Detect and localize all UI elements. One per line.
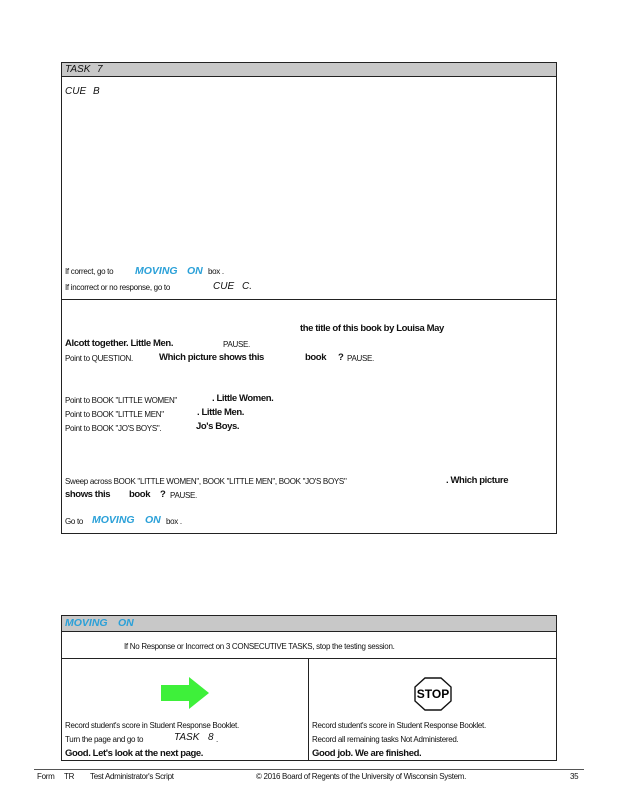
goto-text: Go to — [65, 517, 84, 526]
little-women-text: . Little Women. — [212, 393, 274, 404]
moving-link[interactable]: MOVING — [135, 265, 178, 277]
on-link[interactable]: ON — [187, 265, 203, 277]
stop-sign-icon — [414, 677, 452, 711]
record-remaining-text: Record all remaining tasks Not Administered. — [312, 735, 459, 744]
pause-text: PAUSE. — [223, 340, 250, 349]
cue-c-letter[interactable]: C. — [242, 281, 252, 292]
question-mark: ? — [160, 489, 166, 500]
moving-on-header — [62, 616, 556, 632]
task-header — [62, 63, 556, 77]
divider — [62, 299, 556, 300]
question-book: book — [305, 352, 327, 363]
if-incorrect-text: If incorrect or no response, go to — [65, 283, 170, 292]
pause-text: PAUSE. — [347, 354, 374, 363]
question-text: Which picture shows this — [159, 352, 264, 363]
task-8-number[interactable]: 8 — [208, 732, 214, 743]
footer-form-code: TR — [64, 772, 75, 781]
footer-rule — [34, 769, 584, 770]
shows-this-text: shows this — [65, 489, 111, 500]
footer-doc-title: Test Administrator's Script — [90, 772, 174, 781]
turn-page-text: Turn the page and go to — [65, 735, 144, 744]
cue-label: CUE — [65, 86, 87, 97]
jos-boys-text: Jo's Boys. — [196, 421, 240, 432]
task-header-number: 7 — [97, 64, 103, 75]
book-text: book — [129, 489, 151, 500]
moving-link[interactable]: MOVING — [92, 514, 135, 526]
cue-letter: B — [93, 86, 100, 97]
footer-form: Form — [37, 772, 55, 781]
script-line-2: Alcott together. Little Men. — [65, 338, 174, 349]
if-correct-text: If correct, go to — [65, 267, 114, 276]
task-header-word: TASK — [65, 64, 91, 75]
which-picture-text: . Which picture — [446, 475, 509, 486]
column-divider — [308, 659, 309, 760]
finished-text: Good job. We are finished. — [312, 748, 422, 759]
page-number: 35 — [570, 772, 579, 781]
little-men-text: . Little Men. — [197, 407, 245, 418]
point-jos-boys: Point to BOOK "JO'S BOYS". — [65, 424, 162, 433]
moving-on-title-a: MOVING — [65, 617, 108, 629]
period: . — [216, 735, 218, 744]
footer-copyright: © 2016 Board of Regents of the University of Wisconsin System. — [256, 772, 467, 781]
box-suffix: box . — [208, 267, 224, 276]
point-little-women: Point to BOOK "LITTLE WOMEN" — [65, 396, 177, 405]
task-block — [61, 62, 557, 534]
point-little-men: Point to BOOK "LITTLE MEN" — [65, 410, 164, 419]
stop-label: STOP — [416, 687, 450, 701]
question-mark: ? — [338, 352, 344, 363]
sweep-instruction: Sweep across BOOK "LITTLE WOMEN", BOOK "LITTLE MEN", BOOK "JO'S BOYS" — [65, 477, 347, 486]
task-8-label[interactable]: TASK — [174, 732, 200, 743]
moving-on-title-b: ON — [118, 617, 134, 629]
divider — [62, 658, 556, 659]
script-line-1: the title of this book by Louisa May — [300, 323, 444, 334]
stop-rule-text: If No Response or Incorrect on 3 CONSECUTIVE TASKS, stop the testing session. — [124, 642, 395, 651]
box-suffix: box . — [166, 517, 182, 526]
point-question: Point to QUESTION. — [65, 354, 133, 363]
record-score-text: Record student's score in Student Response Booklet. — [312, 721, 486, 730]
next-page-text: Good. Let's look at the next page. — [65, 748, 204, 759]
right-arrow-icon — [161, 677, 211, 709]
pause-text: PAUSE. — [170, 491, 197, 500]
cue-c-label[interactable]: CUE — [213, 281, 235, 292]
on-link[interactable]: ON — [145, 514, 161, 526]
record-score-text: Record student's score in Student Response Booklet. — [65, 721, 239, 730]
